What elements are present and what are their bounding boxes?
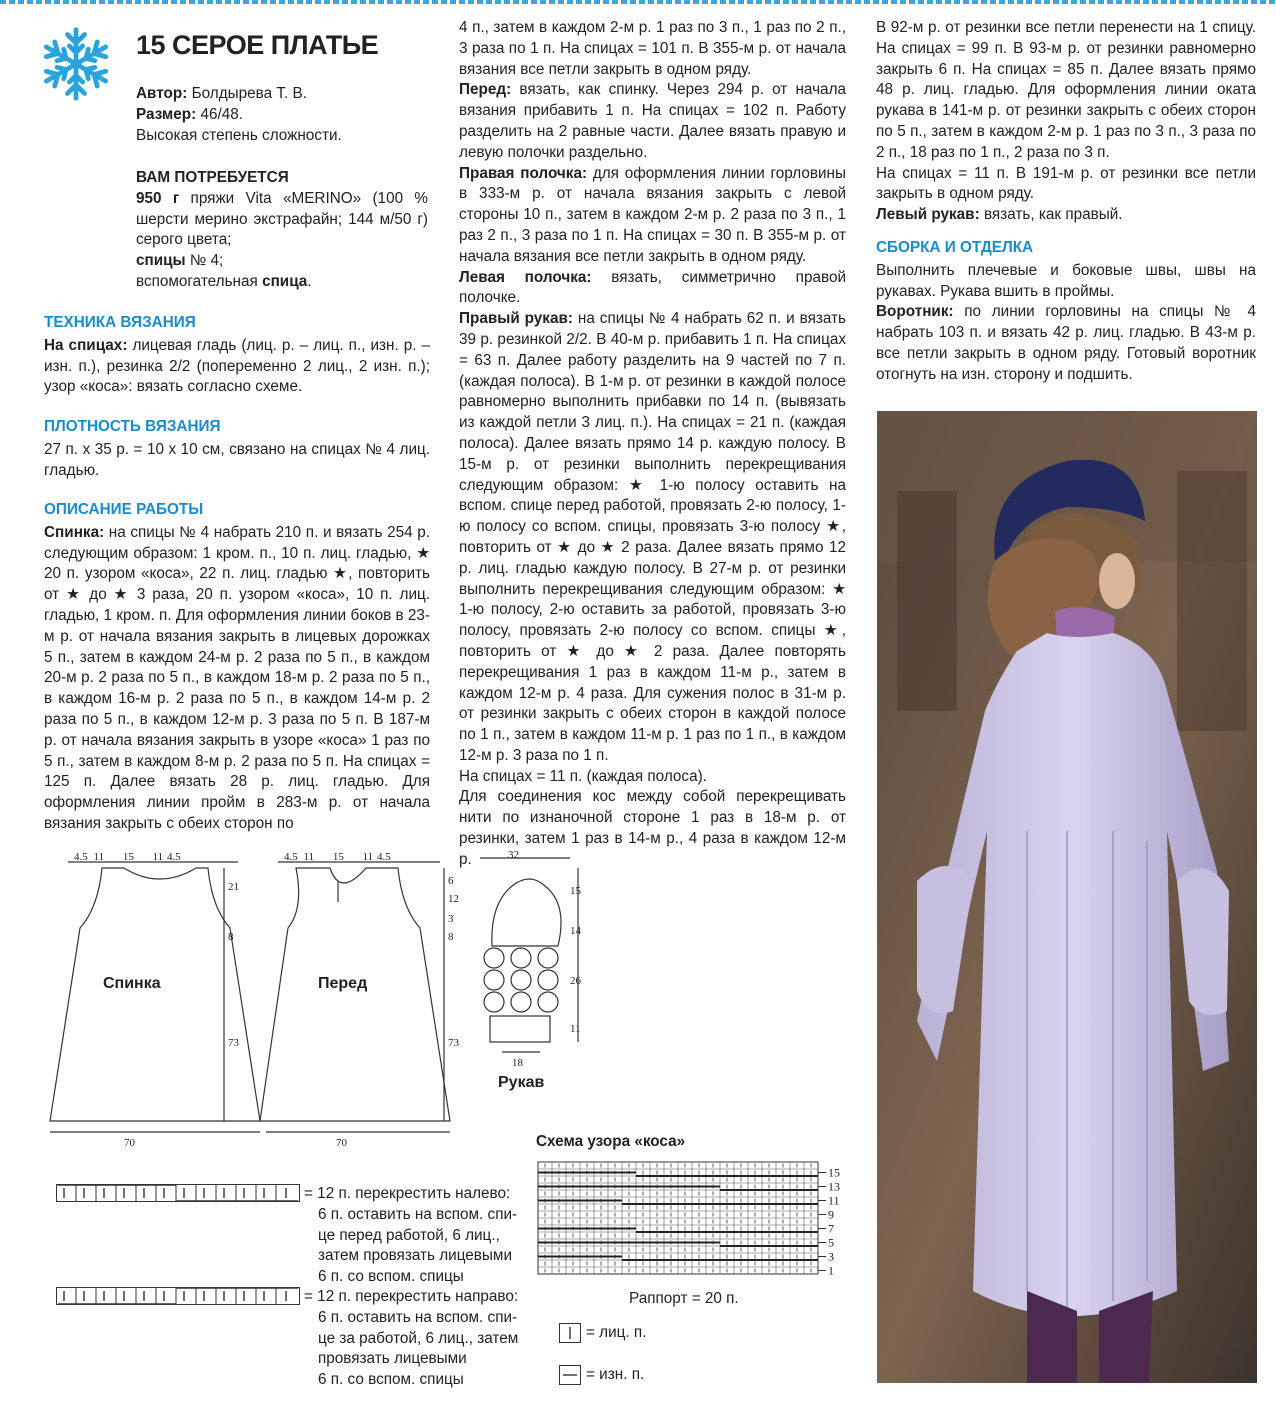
snowflake-icon <box>38 26 114 102</box>
scheme-row-label: 9 <box>828 1207 834 1222</box>
description-section <box>44 500 430 835</box>
scheme-row-label: 11 <box>828 1193 840 1208</box>
front-width: 70 <box>336 1137 347 1149</box>
purl-symbol <box>559 1365 581 1385</box>
left-text: вязать, симметрично правой полочке. <box>459 268 846 307</box>
back-outline <box>50 868 260 1121</box>
front-side-dim-4: 8 <box>448 931 454 943</box>
back-top-dims: 4.5 11 15 11 4.5 <box>74 851 181 863</box>
needles-label: спицы <box>136 252 186 270</box>
author-label: Автор: <box>136 85 188 102</box>
cable-left-legend <box>304 1184 517 1288</box>
cable-left-symbol <box>56 1184 300 1202</box>
collar-lead: Воротник: <box>876 303 954 321</box>
back-lead: Спинка: <box>44 523 105 541</box>
rapport-text: Раппорт = 20 п. <box>629 1290 739 1307</box>
cable-right-l1: = 12 п. перекрестить направо: <box>304 1288 519 1305</box>
column-3 <box>876 18 1256 386</box>
density-text: 27 п. х 35 р. = 10 х 10 см, связано на спицах № 4 лиц. гладью. <box>44 440 430 479</box>
sleeve-side-4: 11 <box>570 1023 581 1035</box>
technique-lead: На спицах: <box>44 336 128 354</box>
cable-left-l1: = 12 п. перекрестить налево: <box>304 1185 511 1202</box>
scheme-row-label: 13 <box>828 1179 840 1194</box>
sleeve-side-3: 26 <box>570 975 581 987</box>
cable-left-l5: 6 п. со вспом. спицы <box>318 1268 464 1286</box>
front-label: Перед <box>318 975 368 992</box>
column-2 <box>459 18 846 871</box>
cable-right-l3: це за работой, 6 лиц., затем <box>318 1329 519 1347</box>
sleeve-side-1: 15 <box>570 885 581 897</box>
col2-cont: 4 п., затем в каждом 2-м р. 1 раз по 3 п., 1 раз по 2 п., 3 раза по 1 п. На спицах = 101 п. В 355-м р. от начала вязания все петли закрыть в одном ряду. <box>459 19 846 78</box>
meta-block <box>136 84 436 146</box>
back-side-dim-2: 8 <box>228 931 234 943</box>
size-value: 46/48. <box>200 105 243 123</box>
front-top-dims: 4.5 11 15 11 4.5 <box>284 851 391 863</box>
sleeve-lead: Правый рукав: <box>459 310 573 328</box>
materials-block <box>136 168 428 293</box>
model-photo <box>877 411 1257 1383</box>
join-text: Для соединения кос между собой перекрещивать нити по изнаночной стороне 1 раз в 18-м р. от резинки, затем 1 раз в 14-м р., 4 раза в каждом 12-м р. <box>459 788 846 868</box>
sleeve-circles <box>484 948 558 1012</box>
sleeve-text: на спицы № 4 набрать 62 п. и вязать 39 р. резинкой 2/2. В 40-м р. прибавить 1 п. На спицах = 63 п. Далее работу разделить на 9 частей по 7 п. (каждая полоса). В 1-м р. от резинки в каждой полосе равномерно выполнить прибавки по 14 п. (вывязать из каждой петли 3 лиц. п.). На спицах = 21 п. (каждая полоса). Далее вязать прямо 14 р. каждую полосу. В 15-м р. от резинки выполнить перекрещивания следующим образом: ★ 1-ю полосу оставить на вспом. спице перед работой, провязать 2-ю полосу, 1-ю полосу со вспом. спицы, провязать 3-ю полосу ★, повторить от ★ до ★ 2 раза. Далее вязать прямо 12 р. лиц. гладью каждую полосу. В 27-м р. от резинки выполнить перекрещивания следующим образом: ★ 1-ю полосу, 2-ю оставить за работой, провязать 3-ю полосу, провязать 2-ю полосу со вспом. спицы ★, повторить от ★ до ★ 2 раза. Далее повторять перекрещивания 1 раз в каждом 11-м р., затем в каждом 12-м р. 4 раза. Для сужения полос в 31-м р. от резинки закрыть с обеих сторон в каждой полосе по 1 п., затем в каждом 11-м р. 1 раз по 1 п., в каждом 12-м р. 3 раза по 1 п. <box>459 310 847 764</box>
yarn-text: пряжи Vita «MERINO» (100 % шерсти мерино экстрафайн; 144 м/50 г) серого цвета; <box>136 189 428 249</box>
front-lead: Перед: <box>459 81 512 99</box>
back-side-dim-1: 21 <box>228 881 239 893</box>
density-heading: ПЛОТНОСТЬ ВЯЗАНИЯ <box>44 418 221 435</box>
sleeve-count: На спицах = 11 п. (каждая полоса). <box>459 767 707 785</box>
scheme-chart <box>536 1158 856 1284</box>
knit-symbol <box>559 1323 581 1343</box>
scheme-row-label: 7 <box>828 1221 834 1236</box>
cable-left-l4: затем провязать лицевыми <box>318 1247 512 1265</box>
sleeve-side-2: 14 <box>570 925 581 937</box>
assembly-text: Выполнить плечевые и боковые швы, швы на рукавах. Рукава вшить в проймы. <box>876 261 1256 300</box>
right-lead: Правая полочка: <box>459 164 588 182</box>
sleeve-label: Рукав <box>498 1074 545 1091</box>
right-text: для оформления линии горловины в 333-м р. от начала вязания закрыть с левой стороны 10 п., затем в каждом 2-м р. 2 раза по 3 п., 1 раз 2 п., 3 раза по 1 п. На спицах = 30 п. В 355-м р. от начала вязания все петли закрыть в одном ряду. <box>459 164 846 265</box>
back-label: Спинка <box>103 975 161 992</box>
front-side-dim-3: 3 <box>448 913 454 925</box>
knit-legend: = лиц. п. <box>586 1324 647 1341</box>
col3-cont: В 92-м р. от резинки все петли перенести на 1 спицу. На спицах = 99 п. В 93-м р. от резинки равномерно закрыть 6 п. На спицах = 85 п. Далее вязать прямо 48 р. лиц. гладью. Для оформления линии оката рукава в 141-м р. от резинки закрыть с обеих сторон по 5 п., затем в каждом 2-м р. 1 раз по 3 п., 3 раза по 2 п., 18 раз по 1 п., 2 раза по 3 п. <box>876 19 1256 161</box>
cable-right-l4: провязать лицевыми <box>318 1350 467 1368</box>
aux-end: . <box>307 272 312 290</box>
size-label: Размер: <box>136 105 197 123</box>
leftsleeve-lead: Левый рукав: <box>876 206 980 224</box>
aux-bold: спица <box>262 272 308 290</box>
leftsleeve-text: вязать, как правый. <box>983 206 1123 224</box>
cable-right-l2: 6 п. оставить на вспом. спи- <box>318 1308 518 1326</box>
cable-right-symbol <box>56 1287 300 1305</box>
scheme-row-label: 5 <box>828 1235 834 1250</box>
cable-left-l2: 6 п. оставить на вспом. спи- <box>318 1205 518 1223</box>
needles-text: № 4; <box>189 252 224 270</box>
front-outline <box>260 868 450 1121</box>
sleeve-bottom: 18 <box>512 1057 523 1069</box>
face <box>1099 553 1135 609</box>
back-width: 70 <box>124 1137 135 1149</box>
technique-section <box>44 313 430 398</box>
cable-right-legend <box>304 1287 518 1391</box>
sleeve-outline <box>492 879 561 946</box>
technique-text: лицевая гладь (лиц. р. – лиц. п., изн. р. – изн. п.), резинка 2/2 (попеременно 2 лиц., 2 изн. п.); узор «коса»: вязать согласно схеме. <box>44 336 431 396</box>
front-side-dim-2: 12 <box>448 893 459 905</box>
collar-text: по линии горловины на спицы № 4 набрать 103 п. и вязать 42 р. лиц. гладью. В 43-м р. все петли закрыть в одном ряду. Готовый воротник отогнуть на изн. сторону и подшить. <box>876 303 1257 383</box>
purl-legend: = изн. п. <box>586 1366 645 1383</box>
col3-cont2: На спицах = 11 п. В 191-м р. от резинки все петли закрыть в одном ряду. <box>876 164 1256 203</box>
scheme-row-label: 3 <box>828 1249 834 1264</box>
garment-schematics <box>40 846 600 1149</box>
scheme-title: Схема узора «коса» <box>536 1133 686 1150</box>
scheme-row-label: 1 <box>828 1263 834 1278</box>
cable-right-l5: 6 п. со вспом. спицы <box>318 1371 464 1389</box>
back-side-dim-3: 73 <box>228 1037 239 1049</box>
technique-heading: ТЕХНИКА ВЯЗАНИЯ <box>44 314 196 331</box>
back-text: на спицы № 4 набрать 210 п. и вязать 254 р. следующим образом: 1 кром. п., 10 п. лиц. гладью, ★ 20 п. узором «коса», 22 п. лиц. гладью ★, повторить от ★ до ★ 3 раза, 20 п. узором «коса», 10 п. лиц. гладью, 1 кром. п. Для оформления линии боков в 23-м р. от начала вязания закрыть в лицевых дорожках 5 п., затем в каждом 24-м р. 2 раза по 5 п., в каждом 20-м р. 2 раза по 5 п., в каждом 18-м р. 2 раза по 5 п., в каждом 16-м р. 2 раза по 5 п., в каждом 14-м р. 2 раза по 5 п., в каждом 12-м р. 3 раза по 5 п. В 187-м р. от начала вязания закрыть в узоре «коса» 1 раз по 5 п., затем в каждом 8-м р. 2 раза по 5 п. На спицах = 125 п. Далее вязать 28 р. лиц. гладью. Для оформления линии пройм в 283-м р. от начала вязания закрыть с обеих сторон по <box>44 523 430 832</box>
description-heading: ОПИСАНИЕ РАБОТЫ <box>44 501 204 518</box>
front-side-dim-5: 73 <box>448 1037 459 1049</box>
scheme-row-label: 15 <box>828 1165 840 1180</box>
assembly-heading: СБОРКА И ОТДЕЛКА <box>876 238 1034 256</box>
yarn-weight: 950 г <box>136 189 180 207</box>
page-title: 15 СЕРОЕ ПЛАТЬЕ <box>136 30 379 60</box>
front-side-dim-1: 6 <box>448 875 454 887</box>
author-value: Болдырева Т. В. <box>191 85 307 102</box>
top-border <box>0 0 1276 4</box>
materials-heading: ВАМ ПОТРЕБУЕТСЯ <box>136 169 289 186</box>
cable-left-l3: це перед работой, 6 лиц., <box>318 1226 500 1244</box>
density-section <box>44 417 430 481</box>
front-text: вязать, как спинку. Через 294 р. от начала вязания прибавить 1 п. На спицах = 102 п. Работу разделить на 2 равные части. Далее вязать правую и левую полочки раздельно. <box>459 81 847 161</box>
left-lead: Левая полочка: <box>459 268 592 286</box>
aux-text: вспомогательная <box>136 272 258 290</box>
sleeve-top: 32 <box>508 849 519 861</box>
difficulty: Высокая степень сложности. <box>136 126 342 144</box>
